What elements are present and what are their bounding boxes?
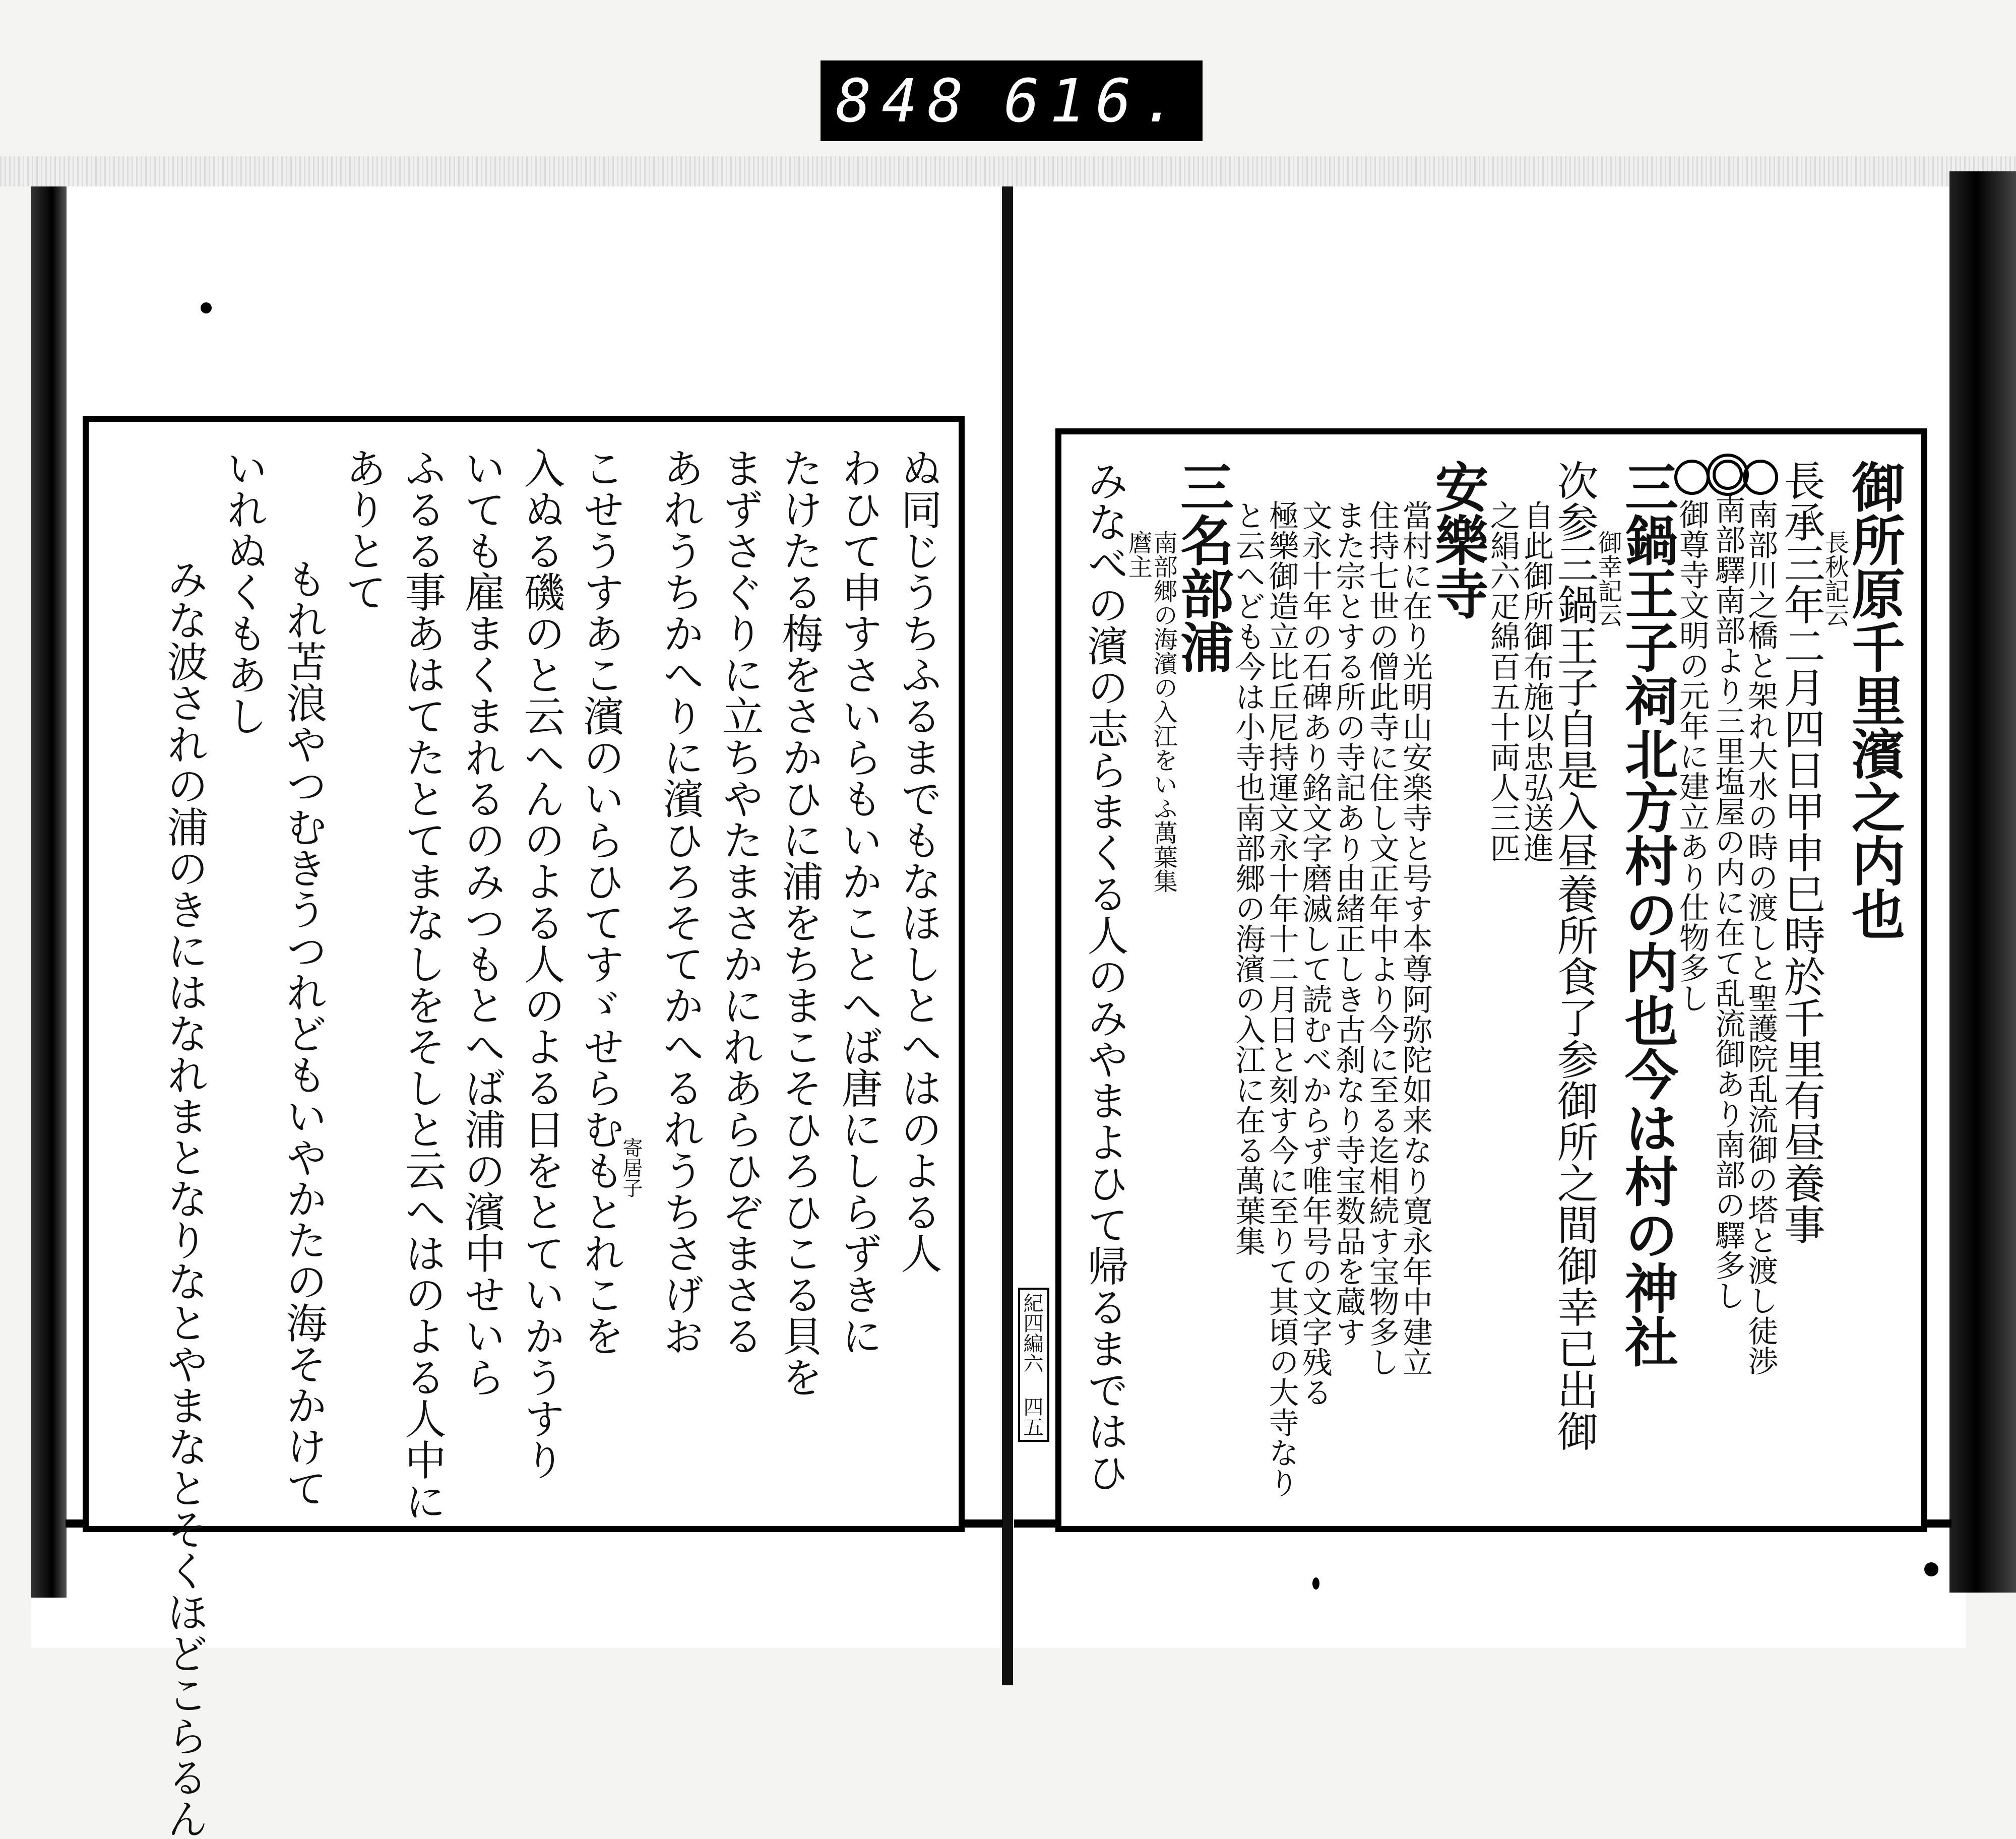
left-text-columns xyxy=(109,447,942,1839)
left-column-11: いれぬくもあし xyxy=(220,447,268,736)
ink-spot xyxy=(1312,1577,1319,1590)
scan-edge-strip xyxy=(0,156,2016,186)
right-text-columns xyxy=(1081,460,1906,1506)
column-text: 南部川之橋と架れ大水の時の渡しと聖護院乱流御の塔と渡し徒渉 xyxy=(1743,499,1779,1376)
column-text: みなべの濱の志らまくる人のみやまよひて帰るまではひ xyxy=(1081,460,1129,1493)
left-column-8: ふるる事あはてたとてまなしをそしと云へはのよる人中に xyxy=(398,447,446,1521)
column-text: 御所原千里濱之内也 xyxy=(1843,460,1906,940)
right-column-10 xyxy=(1484,460,1521,1506)
column-text: 三鍋王子祠北方村の内也今は村の神社 xyxy=(1616,460,1679,1368)
column-text: 長承三年二月四日甲申巳時於千里有昼養事 xyxy=(1777,460,1825,1245)
right-column-3 xyxy=(1743,460,1778,1506)
double-circle-marker-icon xyxy=(1713,460,1743,490)
column-text: 長秋記云 xyxy=(1820,530,1849,627)
right-text-panel xyxy=(1055,428,1927,1532)
column-text: 御幸記云 xyxy=(1594,530,1622,627)
frame-number-left: 848 xyxy=(836,66,974,136)
left-column-7: いても雇まくまれるのみつもとへば浦の濱中せいら xyxy=(458,447,506,1398)
column-text: また宗とする所の寺記あり由緒正しき古刹なり寺宝数品を蔵す xyxy=(1331,500,1366,1347)
circle-marker-icon xyxy=(1674,460,1710,495)
right-column-6 xyxy=(1616,460,1679,1506)
book-edge-right xyxy=(1949,171,2016,1593)
left-column-1: わひて申すさいらもいかことへば唐にしらずきに xyxy=(835,447,883,1356)
right-column-14 xyxy=(1330,460,1366,1506)
column-text: 南部驛南部より三里塩屋の内に在て乱流御あり南部の驛多し xyxy=(1710,494,1746,1310)
right-column-21 xyxy=(1081,460,1129,1506)
left-column-0: ぬ同じうちふるまでもなほしとへはのよる人 xyxy=(894,447,942,1274)
left-column-5: こせうすあこ濱のいらひてすゞせらむもとれこを xyxy=(577,447,624,1356)
left-column-12: みな波されの浦のきにはなれまとなりなとやまなとそくほどこらるん xyxy=(160,558,208,1839)
right-column-16 xyxy=(1263,460,1299,1506)
column-text: 當村に在り光明山安楽寺と号す本尊阿弥陀如来なり寛永年中建立 xyxy=(1397,500,1433,1377)
right-column-15 xyxy=(1297,460,1333,1506)
left-column-10: もれ苫浪やつむきうつれどもいやかたの海そかけて xyxy=(279,558,327,1508)
author-annotation: 寄居子 xyxy=(619,1137,643,1198)
column-text: と云へども今は小寺也南部郷の海濱の入江に在る萬葉集 xyxy=(1230,500,1266,1256)
right-column-17 xyxy=(1230,460,1266,1506)
left-column-2: たけたる梅をさかひに浦をちまこそひろひこる貝を xyxy=(775,447,823,1398)
left-column-3: まずさぐりに立ちやたまさかにれあらひぞまさる xyxy=(716,447,764,1356)
right-column-4 xyxy=(1710,460,1746,1506)
left-text-panel xyxy=(83,416,965,1839)
column-text: 文永十年の石碑あり銘文字磨滅して読むべからず唯年号の文字残る xyxy=(1297,500,1333,1407)
frame-number-right: 616. xyxy=(1003,66,1187,136)
left-column-9: ありとて xyxy=(339,447,387,612)
column-text: 住持七世の僧此寺に住し文正年中より今に至る迄相続す宝物多し xyxy=(1364,500,1400,1377)
left-column-6: 入ぬる磯のと云へんのよる人のよる日をとていかうすり xyxy=(517,447,565,1480)
column-text: 麿主 xyxy=(1124,530,1153,579)
right-column-12 xyxy=(1397,460,1433,1506)
right-column-8 xyxy=(1550,460,1599,1506)
left-column-4: あれうちかへりに濱ひろそてかへるれうちさげお xyxy=(656,447,704,1356)
right-column-11 xyxy=(1426,460,1490,1506)
right-column-2 xyxy=(1777,460,1825,1506)
ink-spot xyxy=(201,302,212,313)
right-column-20 xyxy=(1124,460,1153,1506)
column-text: 極樂御造立比丘尼持運文永十年十二月日と刻す今に至りて其頃の大寺なり xyxy=(1264,500,1299,1498)
column-text: 南部郷の海濱の入江をいふ萬葉集 xyxy=(1149,530,1178,893)
right-column-13 xyxy=(1363,460,1400,1506)
right-column-5 xyxy=(1674,460,1710,1506)
margin-page-note: 紀四編六 四五 xyxy=(1018,1288,1049,1442)
book-spine xyxy=(1002,186,1013,1685)
column-text: 三名部浦 xyxy=(1171,460,1235,673)
ink-spot xyxy=(1924,1562,1938,1576)
right-column-18 xyxy=(1171,460,1235,1506)
column-text: 之絹六疋綿百五十両人三匹 xyxy=(1485,500,1521,863)
right-column-0 xyxy=(1843,460,1906,1506)
column-text: 自此御所御布施以忠弘送進 xyxy=(1519,500,1554,863)
circle-marker-icon xyxy=(1743,460,1778,495)
column-text: 御尊寺文明の元年に建立あり仕物多し xyxy=(1674,499,1710,1013)
column-text: 次参三鍋王子自是入昼養所食了参御所之間御幸已出御 xyxy=(1550,460,1599,1451)
column-text: 安樂寺 xyxy=(1426,460,1490,620)
book-edge-left xyxy=(31,186,67,1598)
right-column-9 xyxy=(1518,460,1554,1506)
frame-number-label xyxy=(821,60,1203,141)
